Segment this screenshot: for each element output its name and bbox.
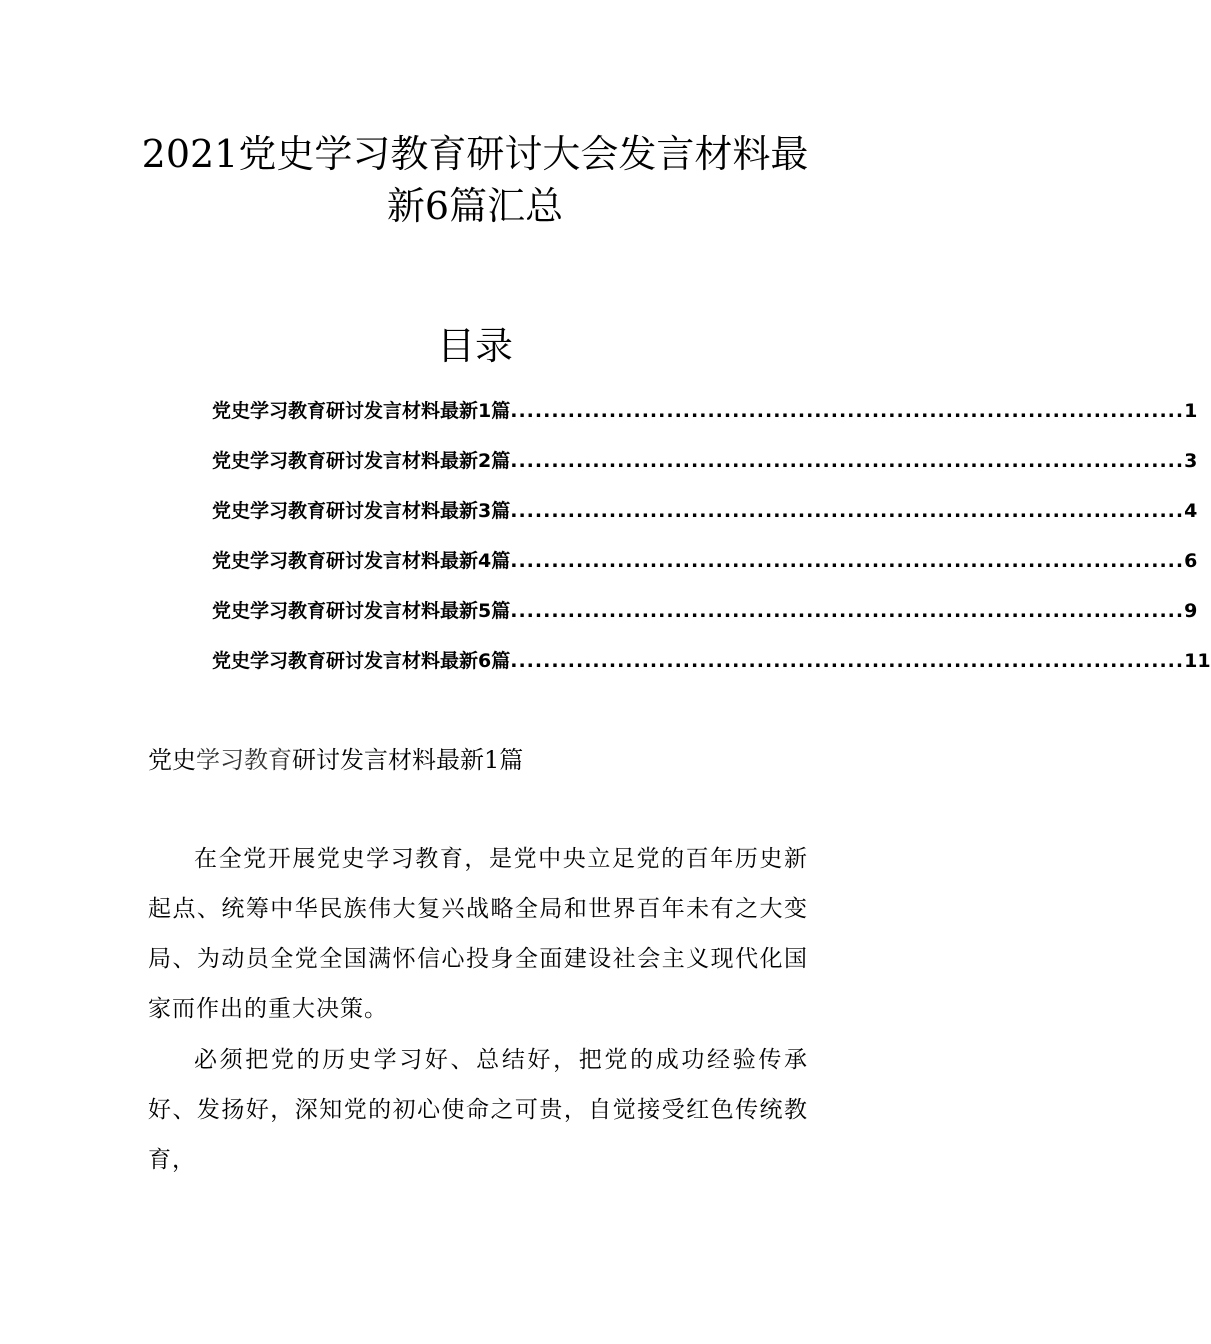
toc-leader-dots: .................................................................................. xyxy=(510,600,1185,622)
section-heading-part-3: 研讨发言材料最新1篇 xyxy=(292,746,524,774)
toc-leader-dots: .................................................................................. xyxy=(510,450,1185,472)
toc-page-number: 11 xyxy=(1184,650,1211,672)
section-heading xyxy=(148,742,523,778)
toc-leader-dots: .................................................................................. xyxy=(510,500,1185,522)
toc-leader-dots: .................................................................................. xyxy=(510,550,1185,572)
toc-entry[interactable] xyxy=(212,546,1198,596)
toc-entry-label: 党史学习教育研讨发言材料最新2篇 xyxy=(212,450,511,472)
toc-entry[interactable] xyxy=(212,496,1198,546)
body-paragraph: 在全党开展党史学习教育，是党中央立足党的百年历史新起点、统筹中华民族伟大复兴战略全局和世界百年未有之大变局、为动员全党全国满怀信心投身全面建设社会主义现代化国家而作出的重大决策。 xyxy=(148,846,808,1022)
toc-page-number: 6 xyxy=(1184,550,1198,572)
title-line-1: 2021党史学习教育研讨大会发言材料最 xyxy=(141,132,809,176)
toc-entry-label: 党史学习教育研讨发言材料最新4篇 xyxy=(212,550,511,572)
toc-heading: 目录 xyxy=(436,324,513,368)
toc-entry[interactable] xyxy=(212,646,1211,696)
toc-leader-dots: .................................................................................. xyxy=(510,650,1185,672)
section-heading-part-2: 学习教育 xyxy=(196,746,292,774)
toc-entry-label: 党史学习教育研讨发言材料最新1篇 xyxy=(212,400,511,422)
toc-page-number: 4 xyxy=(1184,500,1198,522)
toc-entry-label: 党史学习教育研讨发言材料最新3篇 xyxy=(212,500,511,522)
table-of-contents xyxy=(212,396,1211,696)
title-line-2: 新6篇汇总 xyxy=(386,184,564,228)
toc-entry[interactable] xyxy=(212,396,1198,446)
toc-page-number: 1 xyxy=(1184,400,1198,422)
body-paragraph: 必须把党的历史学习好、总结好，把党的成功经验传承好、发扬好，深知党的初心使命之可贵，自觉接受红色传统教育， xyxy=(148,1047,808,1173)
document-title xyxy=(120,128,830,232)
section-heading-part-1: 党史 xyxy=(148,746,196,774)
toc-page-number: 9 xyxy=(1184,600,1198,622)
toc-entry-label: 党史学习教育研讨发言材料最新5篇 xyxy=(212,600,511,622)
toc-leader-dots: .................................................................................. xyxy=(510,400,1185,422)
toc-entry-label: 党史学习教育研讨发言材料最新6篇 xyxy=(212,650,511,672)
toc-entry[interactable] xyxy=(212,596,1198,646)
toc-page-number: 3 xyxy=(1184,450,1198,472)
toc-entry[interactable] xyxy=(212,446,1198,496)
